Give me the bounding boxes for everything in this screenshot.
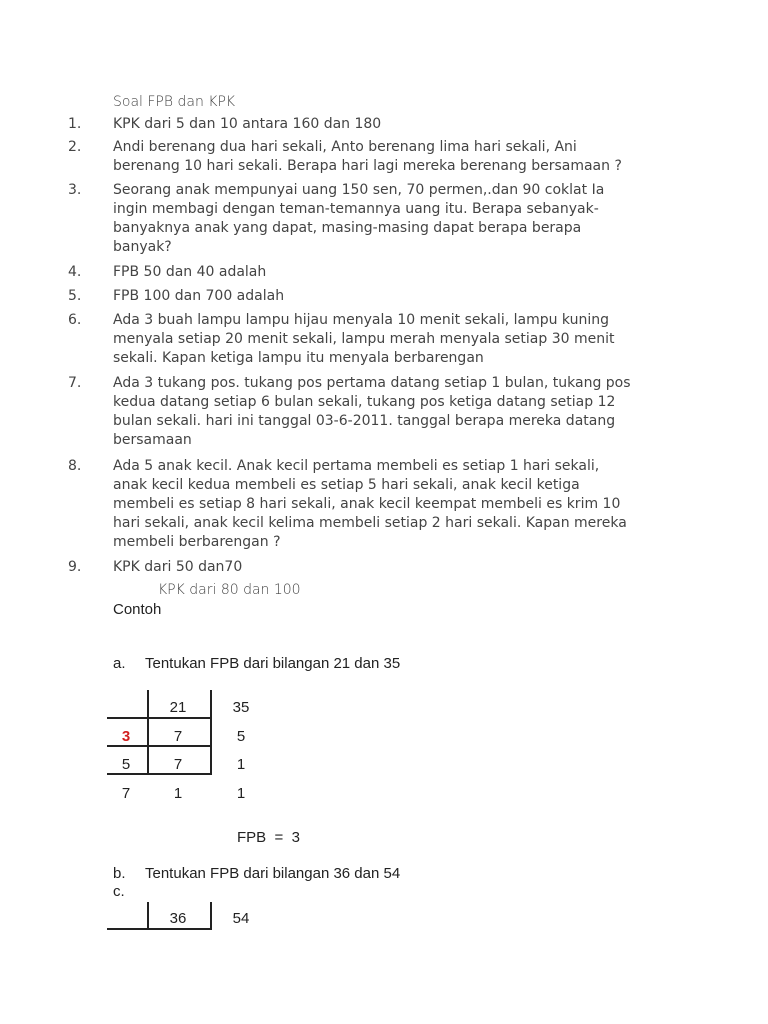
question-number: 3. <box>68 182 82 198</box>
table-cell: 1 <box>236 756 246 773</box>
question-number: 5. <box>68 288 82 304</box>
question-line: membeli berbarengan ? <box>113 534 281 550</box>
example-b-text: Tentukan FPB dari bilangan 36 dan 54 <box>145 865 401 882</box>
question-line: FPB 50 dan 40 adalah <box>113 264 267 280</box>
question-number: 6. <box>68 312 82 328</box>
question-line: bersamaan <box>113 432 192 448</box>
question-line: KPK dari 5 dan 10 antara 160 dan 180 <box>113 116 382 132</box>
table-divider <box>147 690 149 775</box>
table-cell: 1 <box>173 785 183 802</box>
table-rule <box>107 928 212 930</box>
question-line: KPK dari 50 dan70 <box>113 559 243 575</box>
table-cell: 36 <box>169 910 187 927</box>
question-line: berenang 10 hari sekali. Berapa hari lagi mereka berenang bersamaan ? <box>113 158 622 174</box>
question-line: Ada 3 buah lampu lampu hijau menyala 10 menit sekali, lampu kuning <box>113 312 609 328</box>
question-line: anak kecil kedua membeli es setiap 5 hari sekali, anak kecil ketiga <box>113 477 580 493</box>
table-rule <box>107 717 212 719</box>
question-line: Seorang anak mempunyai uang 150 sen, 70 permen,.dan 90 coklat Ia <box>113 182 605 198</box>
question-line: FPB 100 dan 700 adalah <box>113 288 285 304</box>
table-cell: 5 <box>121 756 131 773</box>
question-line: banyak? <box>113 239 172 255</box>
question-number: 7. <box>68 375 82 391</box>
question-number: 4. <box>68 264 82 280</box>
table-divider <box>147 902 149 930</box>
fpb-result: FPB = 3 <box>237 829 300 846</box>
table-rule <box>107 745 212 747</box>
table-cell: 7 <box>173 728 183 745</box>
question-line: banyaknya anak yang dapat, masing-masing dapat berapa berapa <box>113 220 582 236</box>
table-cell: 35 <box>232 699 250 716</box>
question-line: kedua datang setiap 6 bulan sekali, tukang pos ketiga datang setiap 12 <box>113 394 616 410</box>
table-cell: 5 <box>236 728 246 745</box>
question-number: 9. <box>68 559 82 575</box>
question-line: Ada 3 tukang pos. tukang pos pertama datang setiap 1 bulan, tukang pos <box>113 375 631 391</box>
question-number: 2. <box>68 139 82 155</box>
question-line: ingin membagi dengan teman-temannya uang itu. Berapa sebanyak- <box>113 201 599 217</box>
document-title: Soal FPB dan KPK <box>113 94 236 110</box>
example-b-label: b. <box>113 865 126 882</box>
question-line: Ada 5 anak kecil. Anak kecil pertama membeli es setiap 1 hari sekali, <box>113 458 600 474</box>
table-divider <box>210 690 212 775</box>
table-rule <box>107 773 212 775</box>
question-line: hari sekali, anak kecil kelima membeli setiap 2 hari sekali. Kapan mereka <box>113 515 627 531</box>
table-cell: 21 <box>169 699 187 716</box>
table-cell: 1 <box>236 785 246 802</box>
highlighted-divisor: 3 <box>121 728 131 745</box>
example-a-text: Tentukan FPB dari bilangan 21 dan 35 <box>145 655 401 672</box>
table-cell: 54 <box>232 910 250 927</box>
question-line: menyala setiap 20 menit sekali, lampu merah menyala setiap 30 menit <box>113 331 615 347</box>
table-cell: 7 <box>121 785 131 802</box>
question-line: Andi berenang dua hari sekali, Anto berenang lima hari sekali, Ani <box>113 139 577 155</box>
question-number: 8. <box>68 458 82 474</box>
table-divider <box>210 902 212 930</box>
question-line: bulan sekali. hari ini tanggal 03-6-2011. tanggal berapa mereka datang <box>113 413 616 429</box>
example-a-label: a. <box>113 655 126 672</box>
example-c-label: c. <box>113 883 125 900</box>
extra-question: KPK dari 80 dan 100 <box>158 582 301 598</box>
question-number: 1. <box>68 116 82 132</box>
contoh-heading: Contoh <box>113 601 162 618</box>
question-line: sekali. Kapan ketiga lampu itu menyala berbarengan <box>113 350 484 366</box>
table-cell: 7 <box>173 756 183 773</box>
question-line: membeli es setiap 8 hari sekali, anak kecil keempat membeli es krim 10 <box>113 496 621 512</box>
